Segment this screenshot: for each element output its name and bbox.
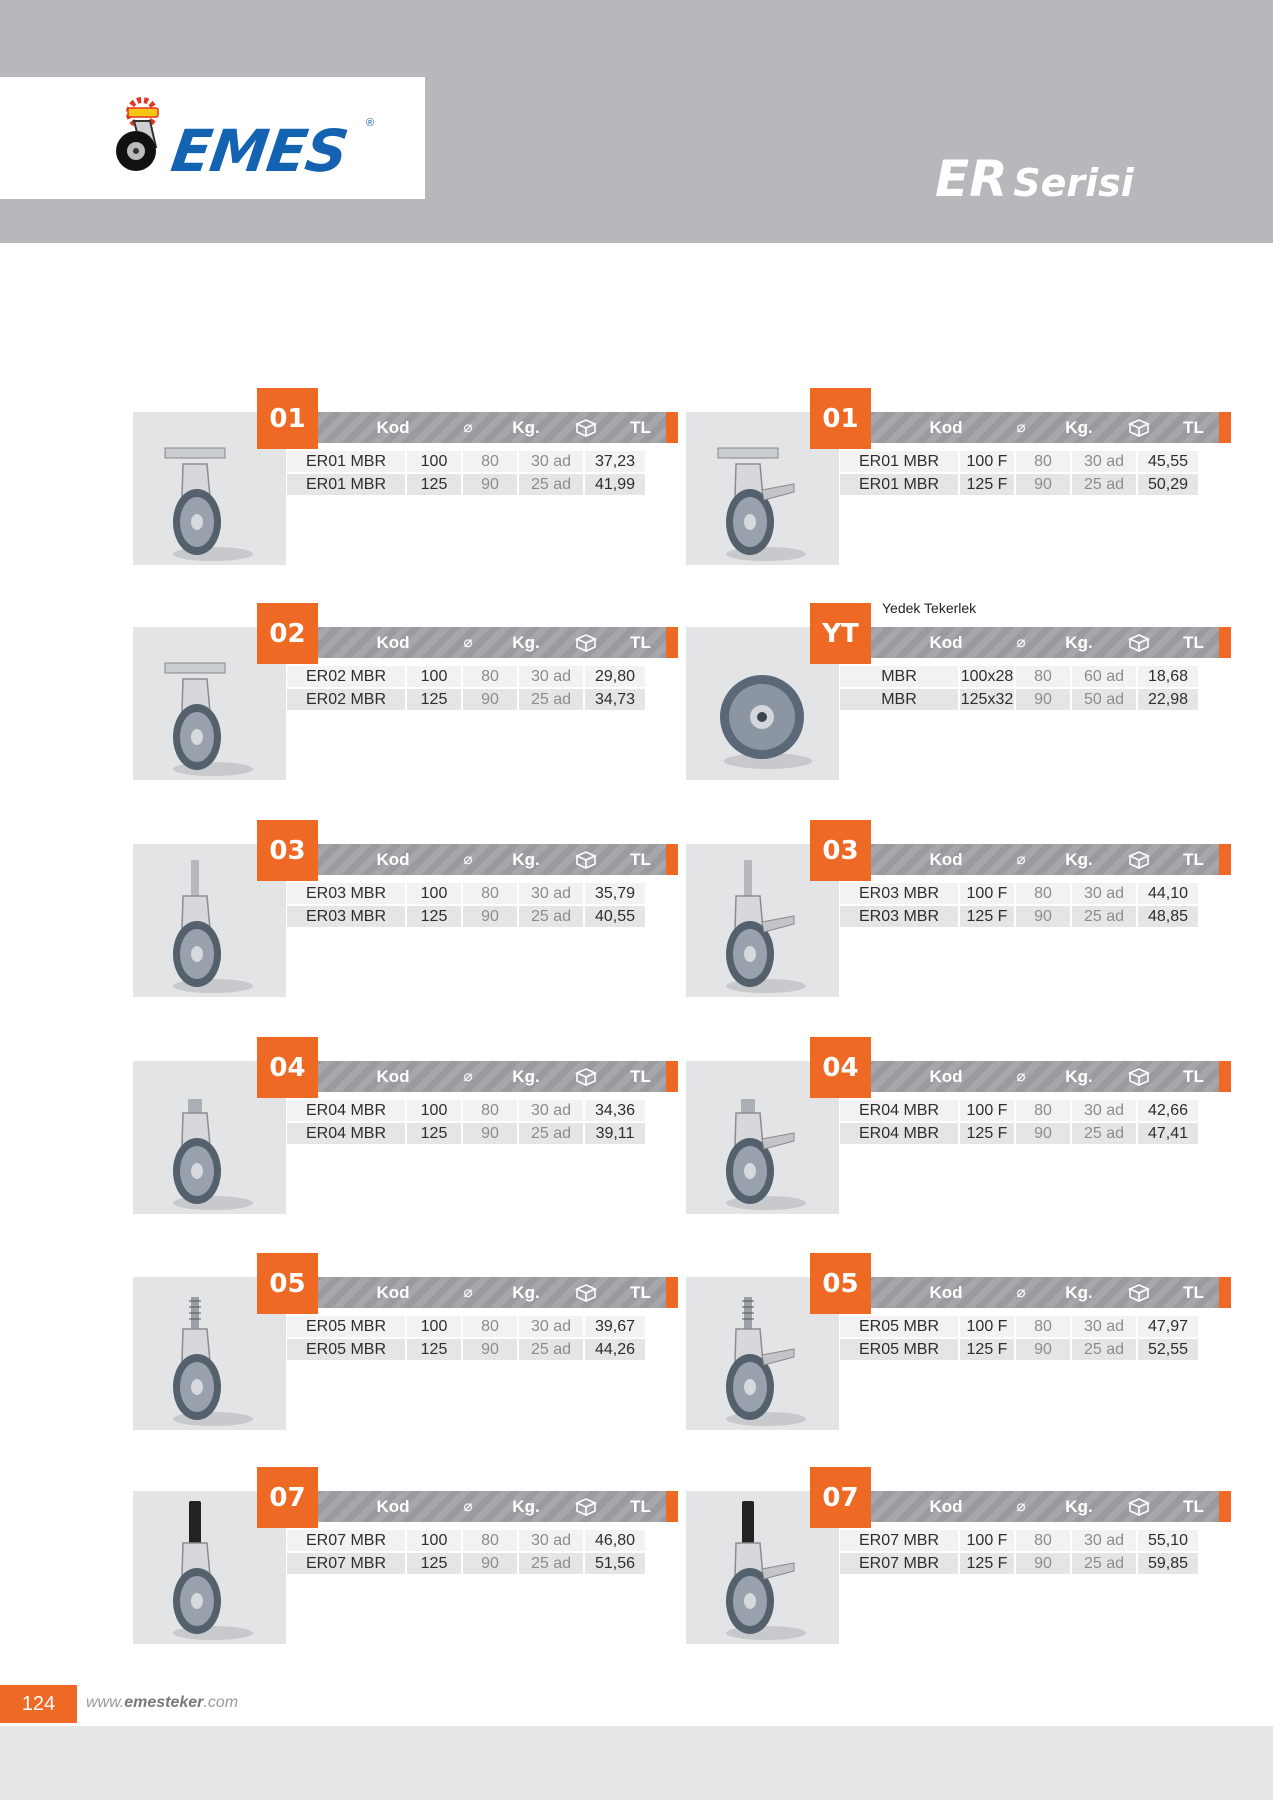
cell-kod: ER05 MBR [840, 1316, 958, 1337]
cell-kod: ER01 MBR [840, 451, 958, 472]
header-endcap [1219, 844, 1231, 875]
product-block [133, 570, 693, 770]
cell-dia: 125 [407, 689, 461, 710]
cell-kg: 80 [1016, 1100, 1070, 1121]
table-row [840, 1530, 1200, 1552]
series-code: ER [935, 150, 1008, 208]
box-icon [1114, 1277, 1164, 1308]
cell-dia: 125 F [960, 1553, 1014, 1574]
model-badge: 01 [810, 388, 871, 449]
cell-tl: 51,56 [585, 1553, 645, 1574]
cell-dia: 100 F [960, 883, 1014, 904]
table-row [840, 906, 1200, 928]
header-endcap [666, 1277, 678, 1308]
header-kg: Kg. [512, 1497, 540, 1516]
header-kg: Kg. [1065, 1283, 1093, 1302]
diameter-icon: ⌀ [463, 419, 473, 436]
cell-kod: ER05 MBR [287, 1339, 405, 1360]
table-row [287, 883, 647, 905]
table-row [287, 1123, 647, 1145]
cell-tl: 18,68 [1138, 666, 1198, 687]
table-row [287, 906, 647, 928]
header-kg: Kg. [512, 1283, 540, 1302]
cell-tl: 47,41 [1138, 1123, 1198, 1144]
cell-kod: ER01 MBR [840, 474, 958, 495]
cell-dia: 125 F [960, 1123, 1014, 1144]
cell-tl: 22,98 [1138, 689, 1198, 710]
header-tl: TL [630, 1497, 651, 1516]
cell-kg: 90 [1016, 1553, 1070, 1574]
diameter-icon: ⌀ [463, 1498, 473, 1515]
diameter-icon: ⌀ [1016, 634, 1026, 651]
cell-tl: 50,29 [1138, 474, 1198, 495]
cell-kg: 80 [463, 883, 517, 904]
cell-box: 50 ad [1072, 689, 1136, 710]
cell-box: 25 ad [519, 689, 583, 710]
cell-kg: 90 [1016, 474, 1070, 495]
cell-kg: 80 [1016, 666, 1070, 687]
cell-dia: 125x32 [960, 691, 1014, 708]
cell-kod: ER04 MBR [287, 1100, 405, 1121]
page-number: 124 [0, 1685, 77, 1723]
table-header [313, 627, 678, 658]
cell-box: 25 ad [1072, 474, 1136, 495]
box-icon [1114, 844, 1164, 875]
header-kg: Kg. [1065, 633, 1093, 652]
series-title [935, 150, 1134, 208]
header-endcap [1219, 627, 1231, 658]
header-endcap [666, 1061, 678, 1092]
cell-kg: 90 [463, 906, 517, 927]
box-icon [561, 1277, 611, 1308]
cell-kod: ER03 MBR [840, 906, 958, 927]
cell-box: 30 ad [1072, 883, 1136, 904]
diameter-icon: ⌀ [1016, 1068, 1026, 1085]
cell-kg: 90 [1016, 689, 1070, 710]
box-icon [561, 412, 611, 443]
cell-box: 25 ad [519, 1123, 583, 1144]
table-header [866, 1491, 1231, 1522]
header-kod: Kod [929, 418, 963, 437]
header-endcap [666, 412, 678, 443]
cell-dia: 100 F [960, 451, 1014, 472]
series-word: Serisi [1013, 161, 1134, 205]
cell-box: 30 ad [519, 451, 583, 472]
cell-dia: 125 F [960, 474, 1014, 495]
cell-box: 30 ad [1072, 1100, 1136, 1121]
box-icon [1114, 627, 1164, 658]
cell-kod: ER03 MBR [287, 883, 405, 904]
header-kod: Kod [376, 850, 410, 869]
product-block [133, 1434, 693, 1634]
cell-kg: 80 [463, 451, 517, 472]
registered-mark: ® [366, 117, 375, 129]
cell-kod: ER04 MBR [287, 1123, 405, 1144]
cell-dia: 125 [407, 1553, 461, 1574]
url-prefix: www. [86, 1694, 125, 1711]
cell-kg: 90 [463, 1123, 517, 1144]
cell-kod: ER01 MBR [287, 474, 405, 495]
spare-wheel-label: Yedek Tekerlek [882, 600, 977, 616]
cell-kod: ER07 MBR [287, 1553, 405, 1574]
cell-box: 25 ad [519, 906, 583, 927]
table-row [287, 689, 647, 711]
cell-kod: ER03 MBR [287, 906, 405, 927]
brand-name: EMES [167, 117, 352, 185]
cell-tl: 48,85 [1138, 906, 1198, 927]
cell-kod: ER03 MBR [840, 883, 958, 904]
cell-kod: ER04 MBR [840, 1100, 958, 1121]
cell-dia: 100 [407, 1100, 461, 1121]
cell-kg: 90 [463, 1553, 517, 1574]
cell-box: 30 ad [519, 666, 583, 687]
cell-dia: 125 F [960, 906, 1014, 927]
table-row [840, 666, 1200, 688]
box-icon [1114, 1491, 1164, 1522]
cell-box: 30 ad [519, 1530, 583, 1551]
cell-tl: 46,80 [585, 1530, 645, 1551]
header-kg: Kg. [1065, 1497, 1093, 1516]
cell-box: 30 ad [1072, 1530, 1136, 1551]
table-row [287, 1100, 647, 1122]
table-header [313, 1277, 678, 1308]
header-kg: Kg. [1065, 1067, 1093, 1086]
header-kod: Kod [376, 1283, 410, 1302]
cell-tl: 45,55 [1138, 451, 1198, 472]
box-icon [561, 1491, 611, 1522]
diameter-icon: ⌀ [463, 634, 473, 651]
url-suffix: .com [203, 1694, 239, 1711]
cell-dia: 125 [407, 1339, 461, 1360]
header-endcap [666, 627, 678, 658]
cell-kod: ER07 MBR [840, 1530, 958, 1551]
table-row [840, 1100, 1200, 1122]
cell-box: 25 ad [1072, 1123, 1136, 1144]
cell-dia: 125 [407, 1123, 461, 1144]
cell-tl: 59,85 [1138, 1553, 1198, 1574]
cell-kg: 90 [1016, 1339, 1070, 1360]
header-kod: Kod [376, 418, 410, 437]
cell-box: 25 ad [1072, 1553, 1136, 1574]
header-kg: Kg. [512, 850, 540, 869]
cell-kod: ER02 MBR [287, 689, 405, 710]
header-endcap [1219, 1277, 1231, 1308]
cell-tl: 44,26 [585, 1339, 645, 1360]
table-row [840, 451, 1200, 473]
cell-dia: 100 [407, 1530, 461, 1551]
box-icon [561, 627, 611, 658]
model-badge: 05 [810, 1253, 871, 1314]
cell-kg: 90 [463, 474, 517, 495]
cell-box: 25 ad [1072, 906, 1136, 927]
cell-kg: 80 [1016, 883, 1070, 904]
header-endcap [1219, 412, 1231, 443]
cell-kod: ER07 MBR [287, 1530, 405, 1551]
cell-kg: 90 [463, 1339, 517, 1360]
cell-dia: 125 [407, 474, 461, 495]
model-badge: 07 [810, 1467, 871, 1528]
product-block [133, 787, 693, 987]
table-row [840, 1339, 1200, 1361]
model-badge: 02 [257, 603, 318, 664]
website-url [86, 1694, 238, 1712]
table-row [287, 666, 647, 688]
table-header [313, 844, 678, 875]
model-badge: 07 [257, 1467, 318, 1528]
cell-kg: 80 [463, 1530, 517, 1551]
header-kod: Kod [929, 1283, 963, 1302]
header-endcap [666, 1491, 678, 1522]
brand-logo [0, 77, 425, 199]
cell-tl: 34,36 [585, 1100, 645, 1121]
table-row [840, 1123, 1200, 1145]
model-badge: 01 [257, 388, 318, 449]
diameter-icon: ⌀ [463, 1068, 473, 1085]
box-icon [1114, 412, 1164, 443]
cell-box: 30 ad [519, 1100, 583, 1121]
header-kg: Kg. [1065, 850, 1093, 869]
table-header [313, 1491, 678, 1522]
cell-box: 60 ad [1072, 666, 1136, 687]
diameter-icon: ⌀ [1016, 419, 1026, 436]
cell-tl: 37,23 [585, 451, 645, 472]
table-row [840, 474, 1200, 496]
header-kg: Kg. [1065, 418, 1093, 437]
cell-dia: 100 [407, 1316, 461, 1337]
cell-tl: 41,99 [585, 474, 645, 495]
cell-tl: 52,55 [1138, 1339, 1198, 1360]
product-block [133, 1220, 693, 1420]
table-header [866, 1277, 1231, 1308]
cell-kg: 80 [1016, 451, 1070, 472]
cell-tl: 35,79 [585, 883, 645, 904]
box-icon [561, 844, 611, 875]
product-block [133, 355, 693, 555]
table-header [866, 844, 1231, 875]
footer-band [0, 1726, 1273, 1800]
diameter-icon: ⌀ [1016, 1498, 1026, 1515]
header-tl: TL [1183, 1067, 1204, 1086]
table-row [287, 451, 647, 473]
header-kod: Kod [376, 1067, 410, 1086]
table-header [866, 1061, 1231, 1092]
cell-kg: 80 [463, 1100, 517, 1121]
table-row [840, 883, 1200, 905]
cell-tl: 47,97 [1138, 1316, 1198, 1337]
header-tl: TL [630, 633, 651, 652]
url-domain: emesteker [124, 1694, 204, 1711]
header-tl: TL [1183, 850, 1204, 869]
cell-tl: 29,80 [585, 666, 645, 687]
model-badge: 05 [257, 1253, 318, 1314]
cell-dia: 125 F [960, 1339, 1014, 1360]
cell-kg: 80 [463, 1316, 517, 1337]
header-tl: TL [1183, 1497, 1204, 1516]
cell-kod: MBR [840, 689, 958, 710]
product-block [686, 1004, 1246, 1204]
diameter-icon: ⌀ [1016, 851, 1026, 868]
cell-kg: 80 [1016, 1530, 1070, 1551]
cell-kod: ER05 MBR [287, 1316, 405, 1337]
cell-box: 30 ad [1072, 451, 1136, 472]
cell-kod: ER07 MBR [840, 1553, 958, 1574]
table-row [840, 689, 1200, 711]
cell-tl: 34,73 [585, 689, 645, 710]
table-row [287, 1553, 647, 1575]
cell-kod: ER01 MBR [287, 451, 405, 472]
cell-dia: 100 [407, 666, 461, 687]
cell-tl: 40,55 [585, 906, 645, 927]
cell-kg: 90 [1016, 906, 1070, 927]
header-tl: TL [630, 1067, 651, 1086]
cell-dia: 100 [407, 451, 461, 472]
cell-kod: MBR [840, 666, 958, 687]
cell-tl: 39,67 [585, 1316, 645, 1337]
header-tl: TL [630, 850, 651, 869]
header-endcap [1219, 1061, 1231, 1092]
model-badge: 04 [257, 1037, 318, 1098]
header-tl: TL [630, 418, 651, 437]
box-icon [1114, 1061, 1164, 1092]
header-tl: TL [1183, 633, 1204, 652]
table-row [840, 1316, 1200, 1338]
table-row [287, 1339, 647, 1361]
diameter-icon: ⌀ [463, 851, 473, 868]
cell-dia: 100 F [960, 1530, 1014, 1551]
cell-dia: 100x28 [960, 668, 1014, 685]
table-header [313, 1061, 678, 1092]
cell-box: 25 ad [519, 1339, 583, 1360]
cell-tl: 42,66 [1138, 1100, 1198, 1121]
table-row [287, 474, 647, 496]
header-kg: Kg. [512, 633, 540, 652]
product-block [133, 1004, 693, 1204]
cell-box: 25 ad [1072, 1339, 1136, 1360]
cell-box: 25 ad [519, 474, 583, 495]
header-kod: Kod [376, 1497, 410, 1516]
table-row [287, 1316, 647, 1338]
cell-kg: 90 [463, 689, 517, 710]
cell-dia: 100 F [960, 1100, 1014, 1121]
model-badge: 03 [257, 820, 318, 881]
box-icon [561, 1061, 611, 1092]
header-kod: Kod [929, 1497, 963, 1516]
table-header [866, 627, 1231, 658]
header-kod: Kod [929, 1067, 963, 1086]
product-block [686, 1220, 1246, 1420]
diameter-icon: ⌀ [1016, 1284, 1026, 1301]
header-endcap [1219, 1491, 1231, 1522]
cell-kod: ER02 MBR [287, 666, 405, 687]
product-block [686, 355, 1246, 555]
cell-tl: 44,10 [1138, 883, 1198, 904]
product-block [686, 570, 1246, 770]
cell-dia: 100 [407, 883, 461, 904]
header-tl: TL [1183, 418, 1204, 437]
header-kg: Kg. [512, 418, 540, 437]
product-block [686, 787, 1246, 987]
table-row [840, 1553, 1200, 1575]
model-badge: YT [810, 603, 871, 664]
cell-kod: ER05 MBR [840, 1339, 958, 1360]
header-kod: Kod [376, 633, 410, 652]
header-kg: Kg. [512, 1067, 540, 1086]
cell-box: 30 ad [519, 883, 583, 904]
header-endcap [666, 844, 678, 875]
table-row [287, 1530, 647, 1552]
cell-dia: 100 F [960, 1316, 1014, 1337]
header-tl: TL [630, 1283, 651, 1302]
header-kod: Kod [929, 633, 963, 652]
cell-box: 25 ad [519, 1553, 583, 1574]
header-tl: TL [1183, 1283, 1204, 1302]
cell-box: 30 ad [519, 1316, 583, 1337]
cell-tl: 39,11 [585, 1123, 645, 1144]
cell-dia: 125 [407, 906, 461, 927]
cell-box: 30 ad [1072, 1316, 1136, 1337]
cell-kg: 90 [1016, 1123, 1070, 1144]
cell-kod: ER04 MBR [840, 1123, 958, 1144]
diameter-icon: ⌀ [463, 1284, 473, 1301]
model-badge: 04 [810, 1037, 871, 1098]
table-header [866, 412, 1231, 443]
model-badge: 03 [810, 820, 871, 881]
cell-kg: 80 [463, 666, 517, 687]
product-block [686, 1434, 1246, 1634]
cell-tl: 55,10 [1138, 1530, 1198, 1551]
cell-kg: 80 [1016, 1316, 1070, 1337]
header-kod: Kod [929, 850, 963, 869]
table-header [313, 412, 678, 443]
